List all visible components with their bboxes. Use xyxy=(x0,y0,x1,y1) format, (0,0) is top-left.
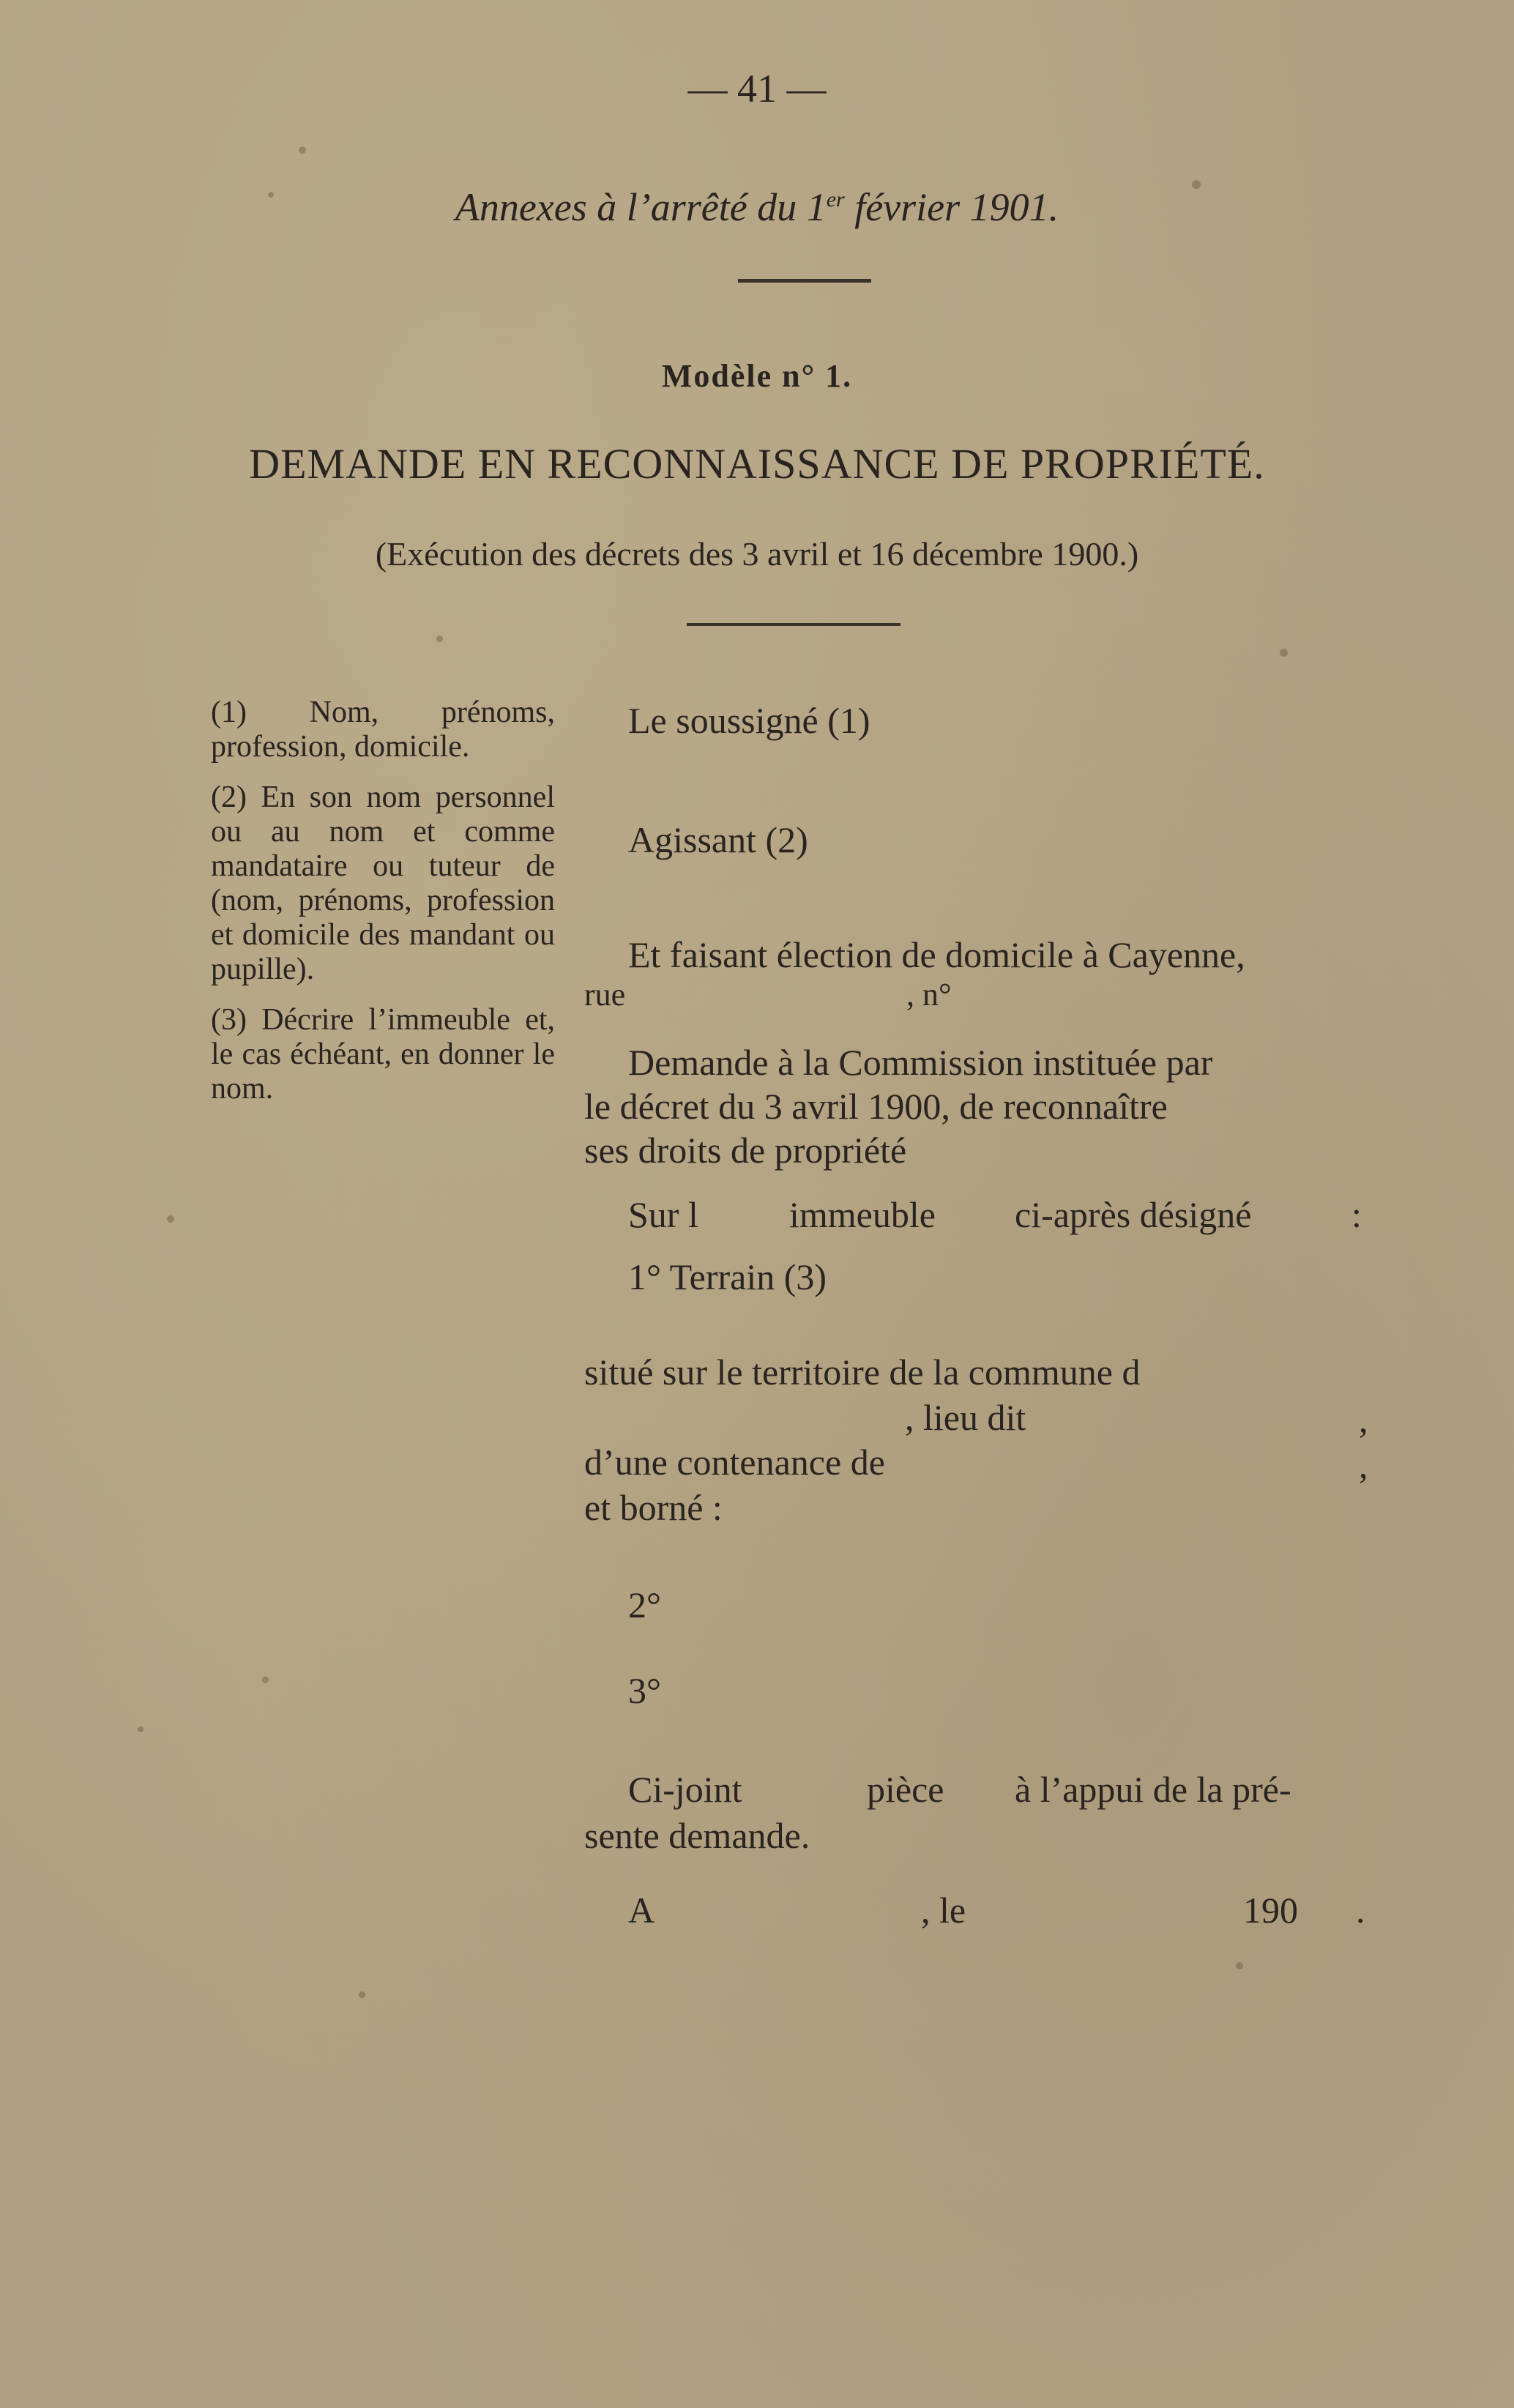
form-rue-number: , n° xyxy=(906,977,952,1013)
form-terrain: 1° Terrain (3) xyxy=(628,1256,827,1297)
annexes-superscript: er xyxy=(826,187,845,212)
form-year: 190 xyxy=(1243,1890,1298,1931)
paper-speck xyxy=(1236,1962,1243,1969)
paper-speck xyxy=(268,192,274,198)
form-election: Et faisant élection de domicile à Cayenne, xyxy=(628,934,1245,975)
form-sur: Sur l xyxy=(628,1194,698,1235)
form-item-2: 2° xyxy=(628,1584,661,1625)
model-label: Modèle n° 1. xyxy=(661,358,853,394)
annexes-heading xyxy=(0,184,1514,230)
form-contenance-comma: , xyxy=(1359,1445,1368,1486)
form-piece: pièce xyxy=(867,1769,944,1810)
document-title: DEMANDE EN RECONNAISSANCE DE PROPRIÉTÉ. xyxy=(249,440,1265,488)
footnote-2: (2) En son nom personnel ou au nom et comme mandataire ou tuteur de (nom, prénoms, profession et domicile des mandant ou pupille). xyxy=(211,780,555,986)
paper-speck xyxy=(262,1677,269,1683)
paper-speck xyxy=(359,1991,365,1998)
form-year-period: . xyxy=(1356,1890,1365,1931)
form-agissant: Agissant (2) xyxy=(628,819,808,860)
form-cijoint: Ci-joint xyxy=(628,1769,742,1810)
form-contenance: d’une contenance de xyxy=(584,1442,885,1483)
form-lieu-dit-comma: , xyxy=(1359,1399,1368,1440)
form-date-le: , le xyxy=(921,1890,966,1931)
document-subtitle: (Exécution des décrets des 3 avril et 16 décembre 1900.) xyxy=(375,535,1139,573)
annexes-date: février 1901. xyxy=(844,185,1059,229)
divider-middle xyxy=(687,623,900,626)
paper-speck xyxy=(167,1215,174,1223)
form-designe-colon: : xyxy=(1351,1194,1362,1235)
divider-top xyxy=(738,279,871,283)
footnotes-column xyxy=(211,696,555,1122)
form-demande-line-2: le décret du 3 avril 1900, de reconnaître xyxy=(584,1086,1168,1127)
form-lieu-dit: , lieu dit xyxy=(905,1397,1026,1438)
form-demande-line-3: ses droits de propriété xyxy=(584,1130,907,1171)
paper-speck xyxy=(1280,649,1288,657)
footnote-1: (1) Nom, prénoms, profession, domicile. xyxy=(211,696,555,764)
paper-speck xyxy=(299,146,306,154)
annexes-text: Annexes à l’arrêté du 1 xyxy=(455,185,827,229)
paper-speck xyxy=(138,1726,143,1732)
page-number: — 41 — xyxy=(687,67,827,111)
form-sente: sente demande. xyxy=(584,1815,810,1856)
form-immeuble: immeuble xyxy=(789,1194,936,1235)
form-place: A xyxy=(628,1890,655,1931)
form-situe: situé sur le territoire de la commune d xyxy=(584,1352,1141,1393)
form-borne: et borné : xyxy=(584,1487,723,1528)
paper-speck xyxy=(436,635,443,642)
paper-speck xyxy=(1192,180,1201,189)
form-soussigne: Le soussigné (1) xyxy=(628,700,870,741)
form-appui: à l’appui de la pré- xyxy=(1015,1769,1291,1810)
form-item-3: 3° xyxy=(628,1670,661,1711)
form-designe: ci-après désigné xyxy=(1015,1194,1252,1235)
form-demande-line-1: Demande à la Commission instituée par xyxy=(628,1042,1213,1083)
form-rue: rue xyxy=(584,977,626,1013)
footnote-3: (3) Décrire l’immeuble et, le cas échéant, en donner le nom. xyxy=(211,1003,555,1106)
